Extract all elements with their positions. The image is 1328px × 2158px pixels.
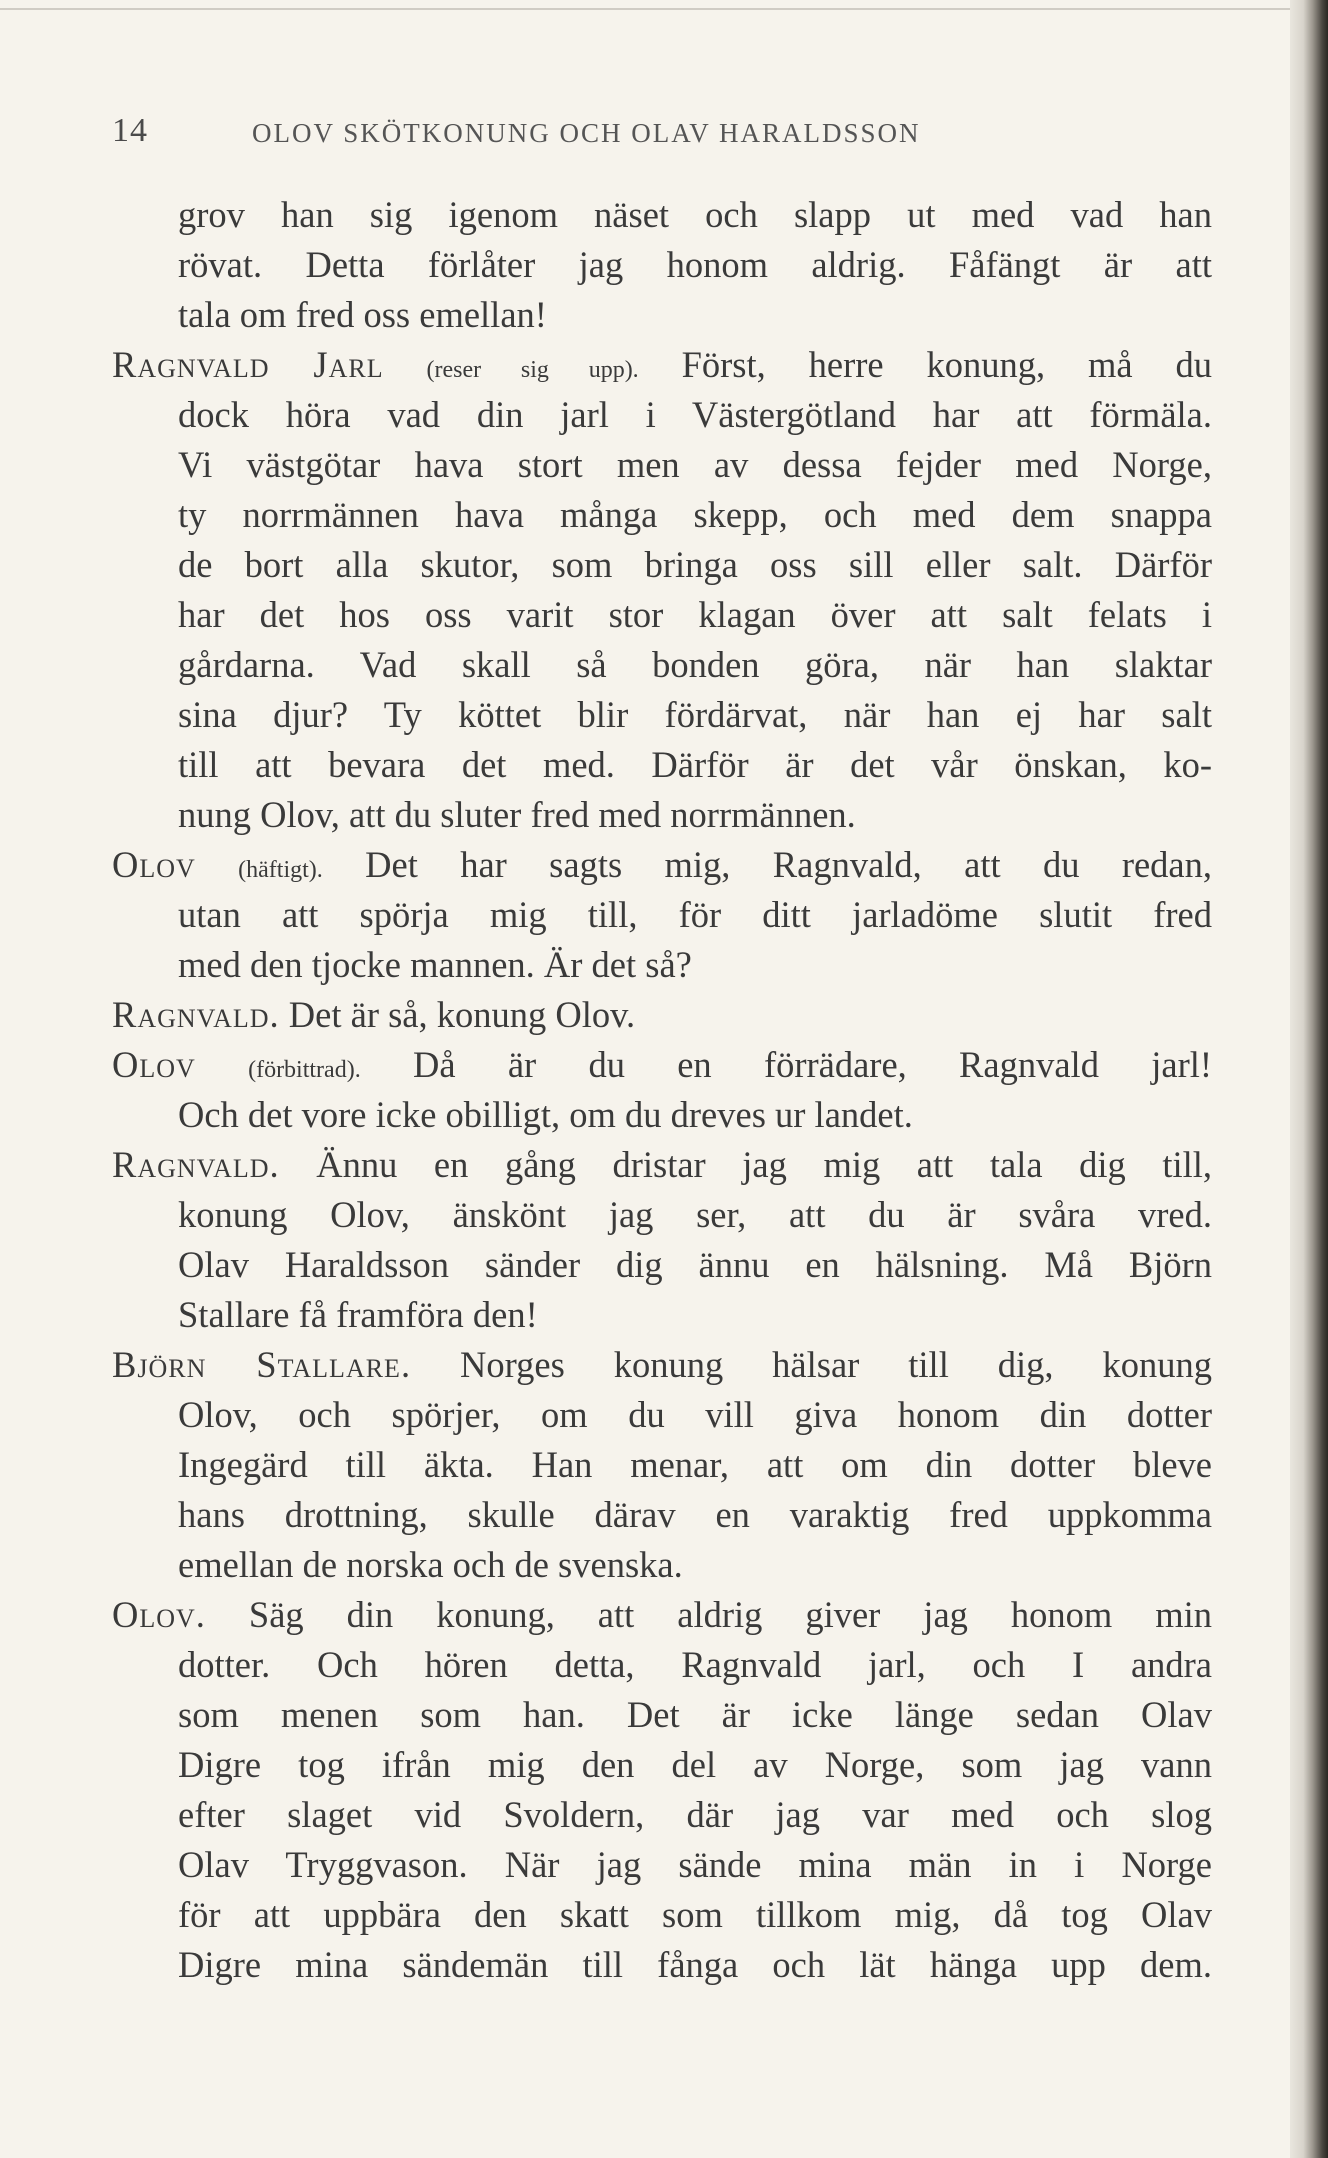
text-line: [112, 1940, 1212, 1990]
line-text: konung Olov, änskönt jag ser, att du är svåra vred.: [178, 1194, 1212, 1235]
text-line: [112, 790, 1212, 840]
text-line: [112, 1240, 1212, 1290]
text-line: [112, 1090, 1212, 1140]
text-line: [112, 490, 1212, 540]
line-text: Stallare få framföra den!: [178, 1294, 538, 1335]
text-line: [112, 840, 1212, 890]
stage-direction: (reser sig upp).: [426, 357, 639, 383]
line-text: Det är så, konung Olov.: [288, 994, 636, 1035]
line-text: Först, herre konung, må du: [681, 344, 1212, 385]
page-number: 14: [112, 112, 148, 149]
text-line: [112, 1190, 1212, 1240]
text-line: [112, 1840, 1212, 1890]
line-text: nung Olov, att du sluter fred med norrmännen.: [178, 794, 856, 835]
line-text: Digre mina sändemän till fånga och lät hänga upp dem.: [178, 1944, 1212, 1985]
line-text: Olav Haraldsson sänder dig ännu en hälsning. Må Björn: [178, 1244, 1212, 1285]
line-text: Det har sagts mig, Ragnvald, att du redan,: [365, 844, 1213, 885]
text-line: [112, 1440, 1212, 1490]
line-text: som menen som han. Det är icke länge sedan Olav: [178, 1694, 1212, 1735]
text-line: [112, 190, 1212, 240]
line-text: Vi västgötar hava stort men av dessa fejder med Norge,: [178, 444, 1212, 485]
text-line: [112, 290, 1212, 340]
stage-direction: (förbittrad).: [248, 1057, 361, 1083]
line-text: gårdarna. Vad skall så bonden göra, när han slaktar: [178, 644, 1212, 685]
line-text: dotter. Och hören detta, Ragnvald jarl, och I andra: [178, 1644, 1212, 1685]
speaker-name: Ragnvald Jarl: [112, 344, 384, 385]
speaker-name: Ragnvald.: [112, 1144, 280, 1185]
stage-direction: (häftigt).: [238, 857, 323, 883]
text-line: [112, 1540, 1212, 1590]
line-text: ty norrmännen hava många skepp, och med dem snappa: [178, 494, 1212, 535]
line-text: Olov, och spörjer, om du vill giva honom din dotter: [178, 1394, 1212, 1435]
line-text: Ingegärd till äkta. Han menar, att om din dotter bleve: [178, 1444, 1212, 1485]
text-line: [112, 1290, 1212, 1340]
line-text: rövat. Detta förlåter jag honom aldrig. Fåfängt är att: [178, 244, 1212, 285]
line-text: Olav Tryggvason. När jag sände mina män in i Norge: [178, 1844, 1212, 1885]
page-top-edge: [0, 8, 1290, 10]
speaker-name: Ragnvald.: [112, 994, 280, 1035]
text-line: [112, 1740, 1212, 1790]
line-text: efter slaget vid Svoldern, där jag var med och slog: [178, 1794, 1212, 1835]
text-line: [112, 590, 1212, 640]
book-gutter: [1290, 0, 1328, 2158]
speaker-name: Olov: [112, 844, 196, 885]
text-line: [112, 540, 1212, 590]
text-line: [112, 990, 1212, 1040]
text-line: [112, 340, 1212, 390]
text-line: [112, 1690, 1212, 1740]
line-text: de bort alla skutor, som bringa oss sill eller salt. Därför: [178, 544, 1212, 585]
speaker-name: Björn Stallare.: [112, 1344, 412, 1385]
line-text: tala om fred oss emellan!: [178, 294, 547, 335]
text-line: [112, 1390, 1212, 1440]
body-text: [112, 190, 1212, 1990]
page-header: [112, 112, 1222, 162]
text-line: [112, 1490, 1212, 1540]
line-text: sina djur? Ty köttet blir fördärvat, när han ej har salt: [178, 694, 1212, 735]
text-line: [112, 890, 1212, 940]
line-text: Ännu en gång dristar jag mig att tala dig till,: [316, 1144, 1213, 1185]
running-head: OLOV SKÖTKONUNG OCH OLAV HARALDSSON: [252, 118, 921, 148]
text-line: [112, 390, 1212, 440]
line-text: Säg din konung, att aldrig giver jag honom min: [248, 1594, 1212, 1635]
line-text: Och det vore icke obilligt, om du dreves ur landet.: [178, 1094, 913, 1135]
text-line: [112, 1140, 1212, 1190]
line-text: hans drottning, skulle därav en varaktig fred uppkomma: [178, 1494, 1212, 1535]
text-line: [112, 1790, 1212, 1840]
text-line: [112, 690, 1212, 740]
text-line: [112, 740, 1212, 790]
speaker-name: Olov: [112, 1044, 196, 1085]
line-text: för att uppbära den skatt som tillkom mig, då tog Olav: [178, 1894, 1212, 1935]
text-line: [112, 240, 1212, 290]
line-text: med den tjocke mannen. Är det så?: [178, 944, 692, 985]
line-text: grov han sig igenom näset och slapp ut med vad han: [178, 194, 1212, 235]
speaker-name: Olov.: [112, 1594, 206, 1635]
text-line: [112, 1640, 1212, 1690]
text-line: [112, 1890, 1212, 1940]
line-text: utan att spörja mig till, för ditt jarladöme slutit fred: [178, 894, 1212, 935]
line-text: dock höra vad din jarl i Västergötland har att förmäla.: [178, 394, 1212, 435]
line-text: emellan de norska och de svenska.: [178, 1544, 683, 1585]
text-line: [112, 1590, 1212, 1640]
line-text: Digre tog ifrån mig den del av Norge, som jag vann: [178, 1744, 1212, 1785]
text-line: [112, 640, 1212, 690]
text-line: [112, 1340, 1212, 1390]
line-text: till att bevara det med. Därför är det vår önskan, ko-: [178, 744, 1212, 785]
line-text: Då är du en förrädare, Ragnvald jarl!: [412, 1044, 1213, 1085]
text-line: [112, 440, 1212, 490]
text-line: [112, 940, 1212, 990]
line-text: har det hos oss varit stor klagan över att salt felats i: [178, 594, 1212, 635]
line-text: Norges konung hälsar till dig, konung: [460, 1344, 1213, 1385]
text-line: [112, 1040, 1212, 1090]
